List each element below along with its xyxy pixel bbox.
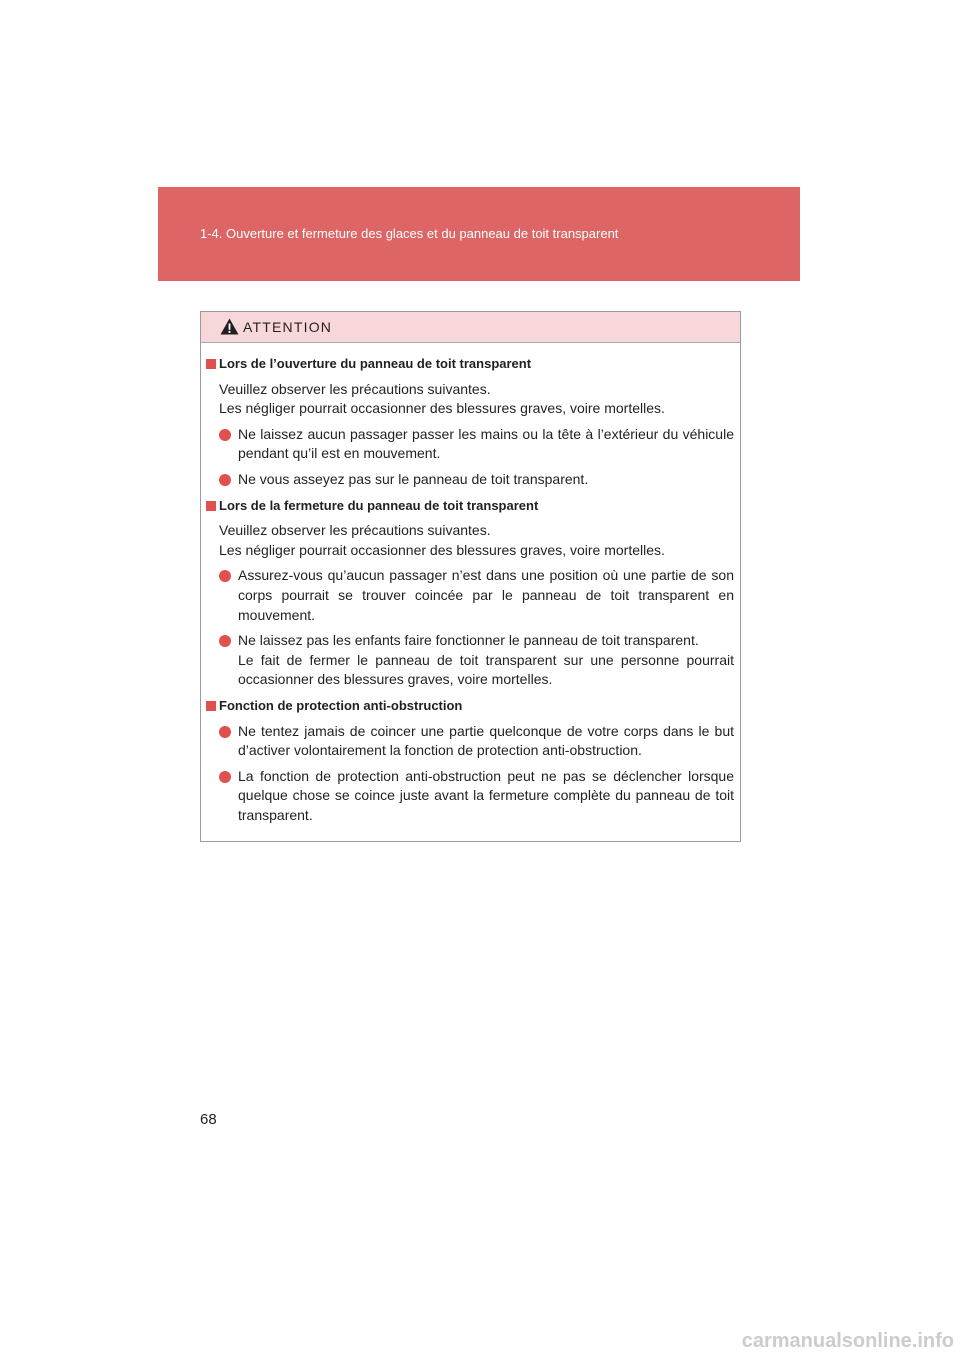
section-heading-anti-obstruction [201, 696, 734, 716]
precaution-line: quelque chose se coince juste avant la fermeture complète du panneau de toit [238, 787, 734, 804]
section-heading-text: Lors de la fermeture du panneau de toit transparent [219, 497, 539, 513]
precaution-line: mouvement. [238, 606, 316, 623]
precaution-line: Ne tentez jamais de coincer une partie quelconque de votre corps dans le but [238, 722, 734, 739]
page-number: 68 [200, 1111, 217, 1128]
precaution-item [201, 767, 734, 826]
precaution-line: pendant qu’il est en mouvement. [238, 445, 441, 462]
precaution-line: corps pourrait se trouver coincée par le panneau de toit transparent en [238, 586, 734, 603]
precaution-line: occasionner des blessures graves, voire mortelles. [238, 671, 553, 688]
section-heading-closing [201, 496, 734, 516]
section-intro [201, 380, 734, 419]
precaution-line: Assurez-vous qu’aucun passager n’est dans une position où une partie de son [238, 567, 734, 584]
precaution-line: d’activer volontairement la fonction de protection anti-obstruction. [238, 742, 642, 759]
square-bullet-icon [206, 501, 216, 511]
attention-header [201, 312, 740, 343]
section-heading-text: Fonction de protection anti-obstruction [219, 697, 463, 713]
precaution-line: Ne laissez pas les enfants faire fonctionner le panneau de toit transparent. [238, 632, 699, 649]
precaution-line: Ne vous asseyez pas sur le panneau de toit transparent. [238, 470, 589, 487]
section-heading-text: Lors de l’ouverture du panneau de toit transparent [219, 356, 532, 371]
square-bullet-icon [206, 359, 216, 369]
section-title: 1-4. Ouverture et fermeture des glaces et du panneau de toit transparent [200, 226, 619, 241]
circle-bullet-icon [219, 771, 231, 783]
intro-line: Les négliger pourrait occasionner des blessures graves, voire mortelles. [219, 541, 665, 558]
section-intro [201, 521, 734, 560]
precaution-line: La fonction de protection anti-obstruction peut ne pas se déclencher lorsque [238, 767, 734, 784]
precaution-item [201, 425, 734, 464]
precaution-line: transparent. [238, 806, 313, 823]
circle-bullet-icon [219, 570, 231, 582]
attention-body [201, 343, 740, 825]
attention-label: ATTENTION [243, 319, 333, 335]
square-bullet-icon [206, 701, 216, 711]
intro-line: Veuillez observer les précautions suivantes. [219, 380, 491, 397]
intro-line: Veuillez observer les précautions suivantes. [219, 522, 491, 539]
circle-bullet-icon [219, 474, 231, 486]
precaution-item [201, 722, 734, 761]
intro-line: Les négliger pourrait occasionner des blessures graves, voire mortelles. [219, 400, 665, 417]
circle-bullet-icon [219, 635, 231, 647]
section-header-band [158, 187, 800, 281]
section-heading-opening [201, 354, 734, 374]
circle-bullet-icon [219, 726, 231, 738]
warning-triangle-icon [220, 318, 239, 335]
precaution-line: Le fait de fermer le panneau de toit transparent sur une personne pourrait [238, 651, 734, 668]
precaution-item [201, 631, 734, 690]
precaution-item [201, 566, 734, 625]
watermark-logo: carmanualsonline.info [741, 1330, 954, 1352]
attention-box [200, 311, 741, 842]
circle-bullet-icon [219, 429, 231, 441]
precaution-item [201, 470, 734, 490]
precaution-line: Ne laissez aucun passager passer les mains ou la tête à l’extérieur du véhicule [238, 425, 734, 442]
